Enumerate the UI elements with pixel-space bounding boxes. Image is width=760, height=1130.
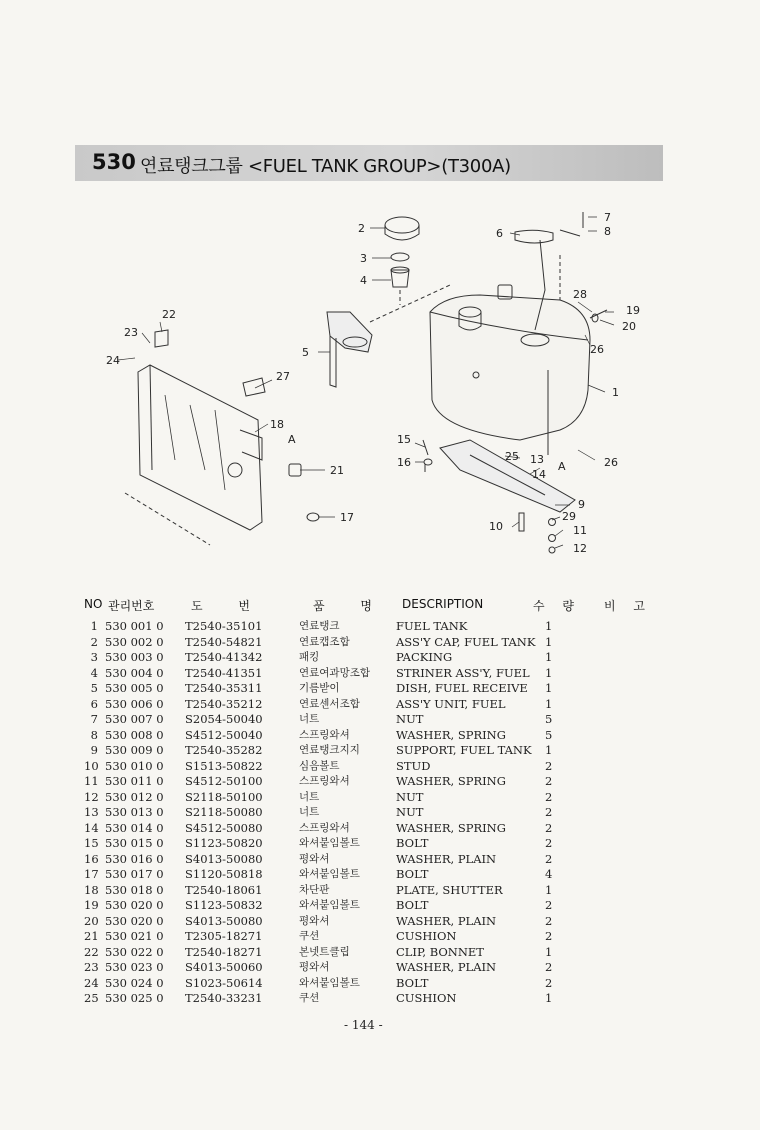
row-name-ko: 스프링와셔 (299, 821, 350, 834)
row-code: 530 018 0 (105, 882, 164, 897)
row-name-ko: 심음볼트 (299, 759, 340, 772)
row-description: SUPPORT, FUEL TANK (396, 743, 532, 757)
row-part-number: S1120-50818 (185, 867, 263, 881)
table-row (0, 666, 760, 682)
section-number: 530 (92, 150, 136, 174)
row-quantity: 1 (545, 991, 553, 1005)
row-quantity: 1 (545, 743, 553, 757)
row-part-number: S4512-50040 (185, 727, 263, 742)
row-name-ko: 연료여과망조합 (299, 666, 371, 679)
page-number: - 144 - (344, 1018, 383, 1032)
row-part-number: S4013-50080 (185, 913, 263, 928)
callout-10: 10 (489, 520, 503, 533)
row-number: 17 (84, 867, 99, 881)
row-name-ko: 본넷트클립 (299, 945, 350, 958)
callout-25: 25 (505, 450, 519, 463)
row-description: BOLT (396, 975, 429, 990)
exploded-parts-diagram (0, 190, 760, 570)
row-part-number: T2540-35311 (185, 681, 263, 695)
row-description: BOLT (396, 898, 429, 912)
row-name-ko: 평와셔 (299, 914, 330, 927)
row-code: 530 004 0 (105, 665, 164, 680)
row-code: 530 022 0 (105, 944, 164, 959)
row-code: 530 002 0 (105, 634, 164, 649)
callout-13: 13 (530, 453, 544, 466)
col-header-part-no: 도 번 (191, 599, 250, 613)
row-number: 12 (84, 789, 99, 804)
row-part-number: S4512-50100 (185, 774, 263, 788)
row-quantity: 2 (545, 789, 553, 804)
row-number: 6 (90, 696, 98, 711)
row-number: 15 (84, 836, 99, 850)
section-title: 연료탱크그룹 <FUEL TANK GROUP>(T300A) (140, 156, 511, 177)
row-description: WASHER, SPRING (396, 774, 506, 788)
row-description: WASHER, PLAIN (396, 851, 497, 866)
table-row (0, 774, 760, 790)
row-name-ko: 쿠션 (299, 930, 320, 942)
row-part-number: S4013-50080 (185, 851, 263, 866)
row-number: 16 (84, 851, 99, 866)
row-quantity: 5 (545, 712, 553, 726)
row-code: 530 020 0 (105, 898, 164, 912)
table-row (0, 960, 760, 976)
row-part-number: T2540-41342 (185, 650, 263, 664)
row-description: WASHER, PLAIN (396, 960, 497, 974)
row-part-number: T2540-35212 (185, 696, 263, 711)
row-quantity: 2 (545, 774, 553, 788)
row-part-number: S1123-50820 (185, 836, 263, 850)
callout-2: 2 (358, 222, 365, 235)
row-code: 530 025 0 (105, 991, 164, 1005)
row-quantity: 4 (545, 867, 553, 881)
row-name-ko: 평와셔 (299, 852, 330, 865)
callout-1: 1 (612, 386, 619, 399)
col-header-code: 관리번호 (108, 599, 155, 613)
row-code: 530 007 0 (105, 712, 164, 726)
row-name-ko: 너트 (299, 713, 320, 725)
row-part-number: T2540-35101 (185, 619, 263, 633)
callout-7: 7 (604, 211, 611, 224)
callout-26a: 26 (590, 343, 604, 356)
callout-17: 17 (340, 511, 354, 524)
callout-27: 27 (276, 370, 290, 383)
row-number: 9 (90, 743, 98, 757)
row-quantity: 2 (545, 851, 553, 866)
row-code: 530 020 0 (105, 913, 164, 928)
row-code: 530 001 0 (105, 619, 164, 633)
callout-20: 20 (622, 320, 636, 333)
row-part-number: T2540-33231 (185, 991, 263, 1005)
row-description: CUSHION (396, 929, 457, 943)
table-row (0, 867, 760, 883)
row-description: ASS'Y CAP, FUEL TANK (396, 634, 536, 649)
table-row (0, 929, 760, 945)
row-code: 530 024 0 (105, 975, 164, 990)
row-quantity: 2 (545, 960, 553, 974)
row-number: 21 (84, 929, 99, 943)
table-row (0, 650, 760, 666)
row-part-number: S1023-50614 (185, 975, 263, 990)
callout-23: 23 (124, 326, 138, 339)
callout-8: 8 (604, 225, 611, 238)
callout-21: 21 (330, 464, 344, 477)
row-description: WASHER, PLAIN (396, 913, 497, 928)
table-row (0, 821, 760, 837)
row-number: 2 (90, 634, 98, 649)
row-name-ko: 스프링와셔 (299, 775, 350, 787)
row-number: 10 (84, 758, 99, 773)
row-number: 23 (84, 960, 99, 974)
row-code: 530 012 0 (105, 789, 164, 804)
row-quantity: 2 (545, 975, 553, 990)
callout-19: 19 (626, 304, 640, 317)
row-quantity: 2 (545, 913, 553, 928)
table-row (0, 635, 760, 651)
callout-12: 12 (573, 542, 587, 555)
callout-22: 22 (162, 308, 176, 321)
row-code: 530 006 0 (105, 696, 164, 711)
row-part-number: S4013-50060 (185, 960, 263, 974)
row-name-ko: 쿠션 (299, 992, 320, 1004)
row-description: DISH, FUEL RECEIVE (396, 681, 528, 695)
table-row (0, 914, 760, 930)
row-name-ko: 너트 (299, 790, 320, 803)
fuel-tank (430, 295, 590, 440)
row-name-ko: 와셔붙임볼트 (299, 837, 360, 849)
row-number: 13 (84, 805, 99, 819)
row-part-number: T2540-18061 (185, 882, 263, 897)
row-quantity: 1 (545, 681, 553, 695)
row-code: 530 016 0 (105, 851, 164, 866)
table-row (0, 697, 760, 713)
row-name-ko: 연료탱크지지 (299, 744, 360, 756)
row-number: 3 (90, 650, 98, 664)
table-row (0, 883, 760, 899)
table-row (0, 743, 760, 759)
callout-16: 16 (397, 456, 411, 469)
row-number: 5 (90, 681, 98, 695)
callout-14: 14 (532, 468, 546, 481)
row-number: 25 (84, 991, 99, 1005)
callout-26b: 26 (604, 456, 618, 469)
row-description: NUT (396, 789, 424, 804)
row-name-ko: 연료센서조합 (299, 697, 360, 710)
row-name-ko: 와셔붙임볼트 (299, 976, 360, 989)
row-quantity: 2 (545, 805, 553, 819)
col-header-no: NO (84, 597, 103, 611)
callout-3: 3 (360, 252, 367, 265)
row-description: CLIP, BONNET (396, 944, 484, 959)
row-quantity: 1 (545, 634, 553, 649)
row-description: WASHER, SPRING (396, 727, 506, 742)
callout-9: 9 (578, 498, 585, 511)
callout-28: 28 (573, 288, 587, 301)
table-row (0, 852, 760, 868)
row-code: 530 011 0 (105, 774, 164, 788)
callout-24: 24 (106, 354, 120, 367)
row-name-ko: 너트 (299, 806, 320, 818)
row-quantity: 1 (545, 665, 553, 680)
row-number: 8 (90, 727, 98, 742)
row-code: 530 009 0 (105, 743, 164, 757)
row-code: 530 008 0 (105, 727, 164, 742)
row-description: FUEL TANK (396, 619, 468, 633)
row-number: 19 (84, 898, 99, 912)
table-row (0, 728, 760, 744)
row-part-number: T2540-35282 (185, 743, 263, 757)
row-part-number: S2118-50100 (185, 789, 263, 804)
col-header-name-ko: 품 명 (313, 599, 372, 613)
row-name-ko: 와셔붙임볼트 (299, 868, 360, 880)
table-row (0, 945, 760, 961)
row-number: 7 (90, 712, 98, 726)
table-row (0, 805, 760, 821)
table-row (0, 759, 760, 775)
row-name-ko: 연료캡조합 (299, 635, 350, 648)
row-quantity: 2 (545, 898, 553, 912)
callout-18: 18 (270, 418, 284, 431)
table-row (0, 790, 760, 806)
col-header-remarks: 비 고 (604, 599, 645, 613)
table-row (0, 976, 760, 992)
table-row (0, 836, 760, 852)
callout-15: 15 (397, 433, 411, 446)
row-number: 24 (84, 975, 99, 990)
row-name-ko: 차단판 (299, 883, 330, 896)
row-name-ko: 연료탱크 (299, 620, 340, 632)
row-number: 1 (90, 619, 98, 633)
callout-29: 29 (562, 510, 576, 523)
row-description: BOLT (396, 836, 429, 850)
row-number: 4 (90, 665, 98, 680)
row-description: NUT (396, 712, 424, 726)
row-part-number: T2540-54821 (185, 634, 263, 649)
col-header-qty: 수 량 (533, 599, 574, 613)
row-quantity: 2 (545, 929, 553, 943)
col-header-description: DESCRIPTION (402, 597, 484, 611)
row-number: 20 (84, 913, 99, 928)
row-part-number: T2305-18271 (185, 929, 263, 943)
callout-4: 4 (360, 274, 367, 287)
row-name-ko: 평와셔 (299, 961, 330, 973)
row-description: WASHER, SPRING (396, 820, 506, 835)
row-quantity: 2 (545, 836, 553, 850)
row-code: 530 010 0 (105, 758, 164, 773)
row-description: ASS'Y UNIT, FUEL (396, 696, 506, 711)
row-name-ko: 와셔붙임볼트 (299, 899, 360, 911)
callout-11: 11 (573, 524, 587, 537)
row-part-number: T2540-18271 (185, 944, 263, 959)
row-description: PACKING (396, 650, 453, 664)
row-code: 530 013 0 (105, 805, 164, 819)
table-row (0, 898, 760, 914)
callout-6: 6 (496, 227, 503, 240)
row-code: 530 014 0 (105, 820, 164, 835)
row-number: 18 (84, 882, 99, 897)
row-description: NUT (396, 805, 424, 819)
row-part-number: S2054-50040 (185, 712, 263, 726)
table-row (0, 681, 760, 697)
row-code: 530 017 0 (105, 867, 164, 881)
row-description: CUSHION (396, 991, 457, 1005)
callout-5: 5 (302, 346, 309, 359)
row-code: 530 005 0 (105, 681, 164, 695)
row-quantity: 1 (545, 650, 553, 664)
row-quantity: 1 (545, 882, 553, 897)
callout-A1: A (288, 433, 296, 446)
row-part-number: S4512-50080 (185, 820, 263, 835)
fuel-cap (385, 217, 419, 233)
row-description: STUD (396, 758, 431, 773)
row-description: PLATE, SHUTTER (396, 882, 503, 897)
row-quantity: 1 (545, 944, 553, 959)
table-row (0, 991, 760, 1007)
row-name-ko: 스프링와셔 (299, 728, 350, 741)
row-part-number: S1123-50832 (185, 898, 263, 912)
row-part-number: S1513-50822 (185, 758, 263, 773)
row-part-number: S2118-50080 (185, 805, 263, 819)
row-name-ko: 기름받이 (299, 682, 340, 694)
row-name-ko: 패킹 (299, 651, 320, 663)
row-number: 14 (84, 820, 99, 835)
row-description: STRINER ASS'Y, FUEL (396, 665, 530, 680)
table-row (0, 619, 760, 635)
row-code: 530 015 0 (105, 836, 164, 850)
row-part-number: T2540-41351 (185, 665, 263, 680)
row-quantity: 2 (545, 758, 553, 773)
row-code: 530 003 0 (105, 650, 164, 664)
callout-A2: A (558, 460, 566, 473)
table-row (0, 712, 760, 728)
row-quantity: 2 (545, 820, 553, 835)
row-description: BOLT (396, 867, 429, 881)
row-number: 22 (84, 944, 99, 959)
parts-list (0, 619, 760, 1007)
row-quantity: 5 (545, 727, 553, 742)
row-code: 530 023 0 (105, 960, 164, 974)
row-number: 11 (84, 774, 99, 788)
row-code: 530 021 0 (105, 929, 164, 943)
row-quantity: 1 (545, 619, 553, 633)
row-quantity: 1 (545, 696, 553, 711)
